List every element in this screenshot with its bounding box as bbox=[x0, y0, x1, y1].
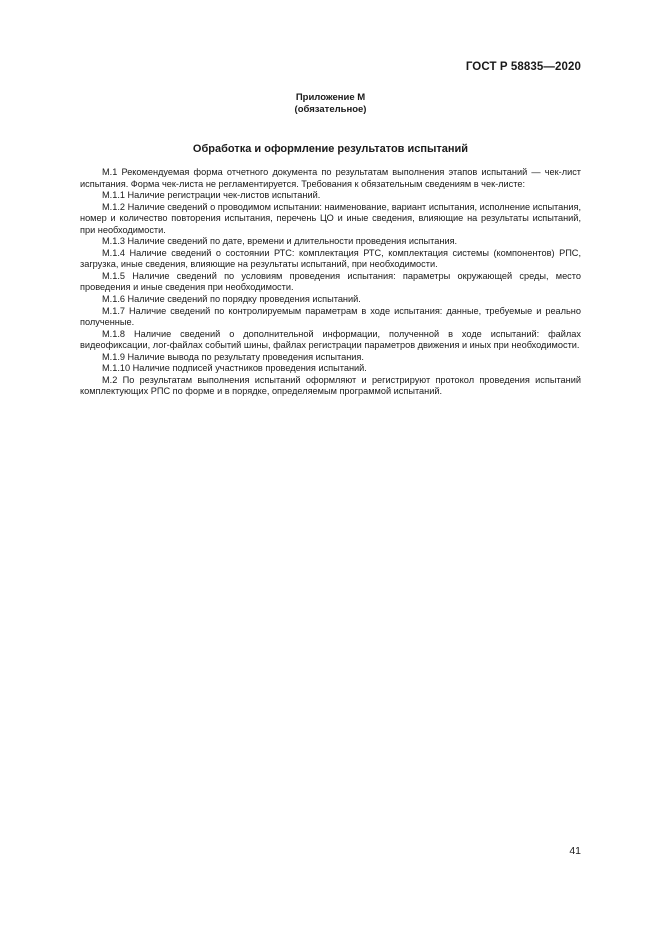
paragraph-m1-8: М.1.8 Наличие сведений о дополнительной информации, полученной в ходе испытаний: файлах видеофиксации, лог-файлах событий шины, файлах регистрации параметров движения и иных при необходимости. bbox=[80, 328, 581, 351]
annex-status: (обязательное) bbox=[294, 104, 367, 115]
paragraph-m1-5: М.1.5 Наличие сведений по условиям проведения испытания: параметры окружающей среды, место проведения и иные сведения при необходимости. bbox=[80, 270, 581, 293]
paragraph-m1-4: М.1.4 Наличие сведений о состоянии РТС: комплектация РТС, комплектация системы (компонентов) РПС, загрузка, иные сведения, влияющие на результаты испытаний, при необходимости. bbox=[80, 247, 581, 270]
paragraph-m2: М.2 По результатам выполнения испытаний оформляют и регистрируют протокол проведения испытаний комплектующих РПС по форме и в порядке, определяемым программой испытаний. bbox=[80, 374, 581, 397]
paragraph-m1: М.1 Рекомендуемая форма отчетного документа по результатам выполнения этапов испытаний — чек-лист испытания. Форма чек-листа не регламентируется. Требования к обязательным сведениям в чек-листе: bbox=[80, 167, 581, 189]
annex-title: Приложение М bbox=[295, 92, 366, 103]
section-title: Обработка и оформление результатов испытаний bbox=[192, 143, 469, 155]
paragraph-m1-7: М.1.7 Наличие сведений по контролируемым параметрам в ходе испытания: данные, требуемые и реально полученные. bbox=[80, 305, 581, 328]
paragraph-m1-10: М.1.10 Наличие подписей участников проведения испытаний. bbox=[102, 363, 367, 374]
body-text bbox=[80, 167, 581, 398]
paragraph-m1-1: М.1.1 Наличие регистрации чек-листов испытаний. bbox=[102, 190, 321, 201]
paragraph-m1-2: М.1.2 Наличие сведений о проводимом испытании: наименование, вариант испытания, исполнение испытания, номер и количество повторения испытания, перечень ЦО и иные сведения, влияющие на результаты испытаний, при необходимости. bbox=[80, 201, 581, 235]
paragraph-m1-3: М.1.3 Наличие сведений по дате, времени и длительности проведения испытания. bbox=[102, 236, 458, 247]
standard-code: ГОСТ Р 58835—2020 bbox=[465, 61, 581, 73]
paragraph-m1-6: М.1.6 Наличие сведений по порядку проведения испытаний. bbox=[102, 294, 361, 305]
paragraph-m1-9: М.1.9 Наличие вывода по результату проведения испытания. bbox=[102, 351, 364, 362]
page-number: 41 bbox=[569, 845, 581, 857]
annex-heading bbox=[0, 92, 661, 116]
